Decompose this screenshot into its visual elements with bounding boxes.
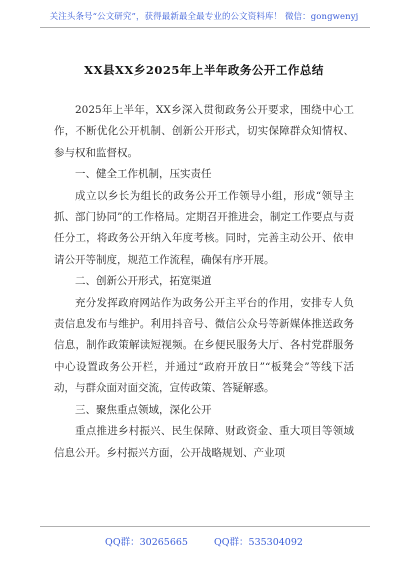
qq-group-2: QQ群：535304092 [213, 537, 303, 548]
section-paragraph: 充分发挥政府网站作为政务公开主平台的作用，安排专人负责信息发布与维护。利用抖音号、微信公众号等新媒体推送政务信息，制作政策解读短视频。在乡便民服务大厅、各村党群服务中心设置政务公开栏，并通过“政府开放日”“板凳会”等线下活动，与群众面对面交流，宣传政策、答疑解惑。 [54, 296, 354, 395]
section-heading: 二、创新公开形式，拓宽渠道 [75, 275, 212, 288]
section-paragraph: 重点推进乡村振兴、民生保障、财政资金、重大项目等领域信息公开。乡村振兴方面，公开战略规划、产业项 [54, 425, 354, 459]
section-heading: 一、健全工作机制，压实责任 [75, 168, 212, 181]
document-body [54, 100, 354, 464]
section-paragraph: 成立以乡长为组长的政务公开工作领导小组，形成“领导主抓、部门协同”的工作格局。定期召开推进会，制定工作要点与责任分工，将政务公开纳入年度考核。同时，完善主动公开、依申请公开等制度，规范工作流程，确保有序开展。 [54, 189, 354, 266]
qq-group-1: QQ群：30265665 [105, 537, 188, 548]
intro-paragraph: 2025年上半年，XX乡深入贯彻政务公开要求，围绕中心工作，不断优化公开机制、创新公开形式，切实保障群众知情权、参与权和监督权。 [54, 104, 354, 159]
footer-divider [40, 526, 370, 527]
footer [0, 534, 408, 548]
document-title: XX县XX乡2025年上半年政务公开工作总结 [84, 63, 324, 77]
header-banner: 关注头条号“公文研究”，获得最新最全最专业的公文资料库！ 微信：gongwenyj [49, 12, 359, 22]
section-heading: 三、聚焦重点领域，深化公开 [75, 403, 212, 416]
header-divider [40, 27, 370, 28]
